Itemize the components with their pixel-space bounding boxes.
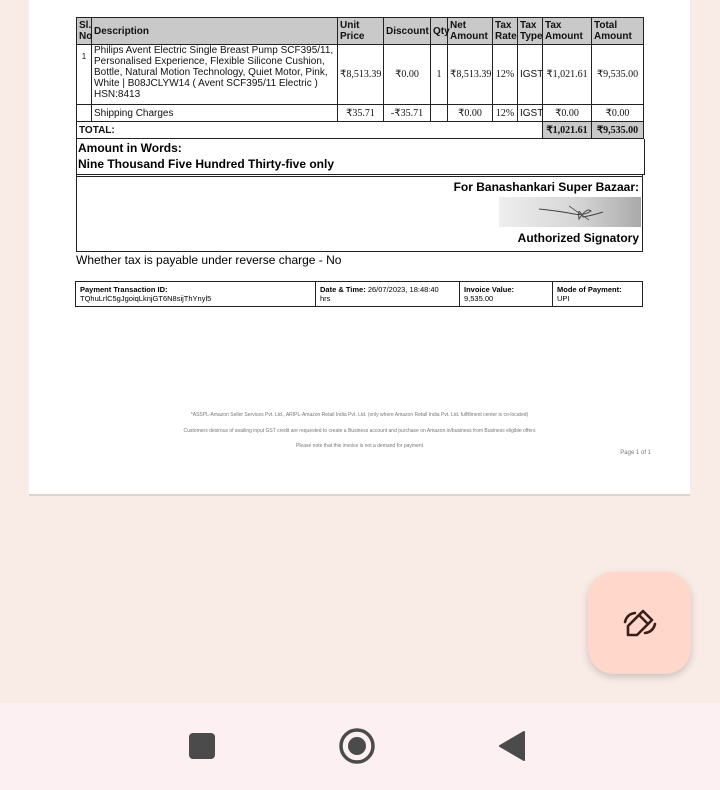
edit-pen-icon [621, 604, 659, 642]
header-total-amount: Total Amount [592, 18, 644, 45]
signature-block [76, 177, 643, 252]
item-sl: 1 [77, 45, 92, 105]
footer-line-3: Please note that this invoice is not a demand for payment [295, 443, 424, 449]
authorized-signatory: Authorized Signatory [517, 231, 639, 245]
payment-datetime-cell [316, 282, 460, 307]
payment-mode-label: Mode of Payment: [557, 285, 622, 294]
header-net-amount: Net Amount [448, 18, 493, 45]
invoice-table [76, 17, 644, 139]
payment-mode-cell [553, 282, 643, 307]
shipping-tax-type: IGST [518, 105, 543, 122]
header-unit-price: Unit Price [338, 18, 384, 45]
shipping-tax-amount: ₹0.00 [543, 105, 592, 122]
item-hsn: HSN:8413 [94, 89, 141, 100]
shipping-unit-price: ₹35.71 [338, 105, 384, 122]
shipping-description: Shipping Charges [92, 105, 338, 122]
footer-line-2: Customers desirous of availing input GST credit are requested to create a Business account and purchase on Amazon.in/business from Business eligible offers [183, 428, 536, 434]
shipping-discount: -₹35.71 [384, 105, 431, 122]
back-icon[interactable] [498, 730, 526, 762]
signature-image [499, 197, 641, 227]
payment-datetime-label: Date & Time: [320, 285, 366, 294]
table-row [77, 105, 644, 122]
item-total-amount: ₹9,535.00 [592, 45, 644, 105]
totals-label: TOTAL: [77, 122, 543, 139]
header-tax-amount: Tax Amount [543, 18, 592, 45]
item-net-amount: ₹8,513.39 [448, 45, 493, 105]
invoice-document [29, 0, 690, 496]
table-row [76, 282, 643, 307]
payment-mode-value: UPI [557, 294, 570, 303]
shipping-total-amount: ₹0.00 [592, 105, 644, 122]
signature-scribble [499, 197, 641, 227]
payment-datetime-unit: hrs [320, 294, 331, 303]
item-tax-type: IGST [518, 45, 543, 105]
totals-tax-amount: ₹1,021.61 [543, 122, 592, 139]
header-sl-no: Sl. No [77, 18, 92, 45]
payment-invoice-value-label: Invoice Value: [464, 285, 515, 294]
totals-total-amount: ₹9,535.00 [592, 122, 644, 139]
shipping-net-amount: ₹0.00 [448, 105, 493, 122]
payment-invoice-value: 9,535.00 [464, 294, 494, 303]
system-navigation-bar [0, 703, 720, 790]
header-discount: Discount [384, 18, 431, 45]
seller-name: For Banashankari Super Bazaar: [453, 180, 639, 194]
reverse-charge-note: Whether tax is payable under reverse charge - No [76, 253, 342, 267]
item-description: Philips Avent Electric Single Breast Pump SCF395/11, Personalised Experience, Flexible Silicone Cushion, Bottle, Natural Motion Technology, Quiet Motor, Pink, White | B08JCLYW14 ( Avent SCF395/11 Electric ) [94, 45, 334, 89]
payment-txn-value: TQhuLrlC5gJgoiqLknjGT6N8sijThYnyl5 [80, 294, 212, 303]
footer-line-1: *ASSPL-Amazon Seller Services Pvt. Ltd., ARIPL-Amazon Retail India Pvt. Ltd. (only where Amazon Retail India Pvt. Ltd. fulfillment center is co-located) [190, 412, 529, 418]
shipping-qty [431, 105, 448, 122]
payment-txn-cell [76, 282, 316, 307]
payment-invoice-value-cell [460, 282, 553, 307]
home-icon[interactable] [339, 728, 375, 764]
table-row [77, 45, 644, 105]
page-number: Page 1 of 1 [620, 450, 651, 456]
shipping-sl [77, 105, 92, 122]
amount-in-words [76, 139, 645, 175]
header-qty: Qty [431, 18, 448, 45]
totals-row [77, 122, 644, 139]
payment-txn-label: Payment Transaction ID: [80, 285, 168, 294]
item-unit-price: ₹8,513.39 [338, 45, 384, 105]
item-description-cell [92, 45, 338, 105]
header-tax-type: Tax Type [518, 18, 543, 45]
item-tax-rate: 12% [493, 45, 518, 105]
edit-fab-button[interactable] [588, 572, 691, 674]
recent-apps-icon[interactable] [189, 733, 215, 759]
item-qty: 1 [431, 45, 448, 105]
header-tax-rate: Tax Rate [493, 18, 518, 45]
amount-in-words-value: Nine Thousand Five Hundred Thirty-five only [78, 157, 335, 171]
item-tax-amount: ₹1,021.61 [543, 45, 592, 105]
shipping-tax-rate: 12% [493, 105, 518, 122]
payment-details-table [75, 281, 643, 307]
header-description: Description [92, 18, 338, 45]
payment-datetime-value: 26/07/2023, 18:48:40 [367, 285, 439, 294]
amount-in-words-label: Amount in Words: [78, 141, 182, 155]
item-discount: ₹0.00 [384, 45, 431, 105]
